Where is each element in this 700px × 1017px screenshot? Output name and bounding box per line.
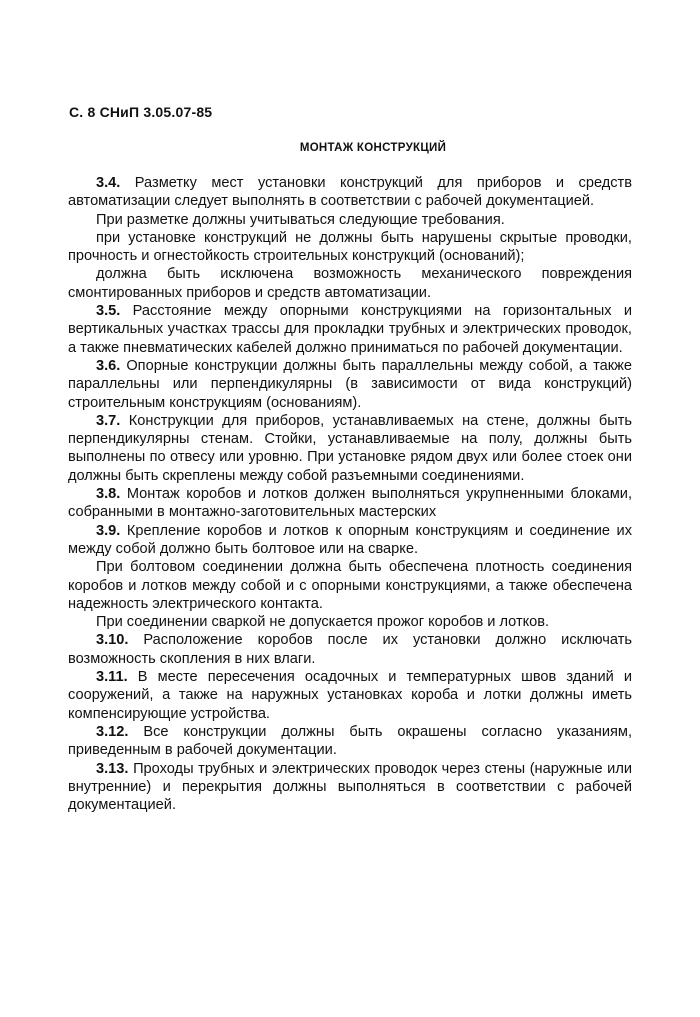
clause-number: 3.5. (96, 303, 121, 320)
clause-text: При болтовом соединении должна быть обеспечена плотность соединения коробов и лотков между собой и с опорными конструкциями, а также обеспечена надежность электрического контакта. (68, 559, 632, 612)
paragraph-3-5 (68, 302, 632, 357)
clause-number: 3.6. (96, 357, 121, 374)
paragraph-3-6 (68, 357, 632, 412)
clause-text: Крепление коробов и лотков к опорным конструкциям и соединение их между собой должно быть болтовое или на сварке. (68, 522, 632, 557)
paragraph-bolted-connection (68, 558, 632, 613)
clause-text: При соединении сваркой не допускается прожог коробов и лотков. (96, 614, 550, 631)
clause-text: Опорные конструкции должны быть параллельны между собой, а также параллельны или перпендикулярны (в зависимости от вида конструкций) строительным конструкциям (основаниям). (68, 357, 632, 411)
clause-text: Проходы трубных и электрических проводок через стены (наружные или внутренние) и перекрытия должны выполняться в соответствии с рабочей документацией. (68, 760, 632, 814)
paragraph-3-7 (68, 412, 632, 485)
paragraph-requirement-damage (68, 265, 632, 302)
clause-text: Монтаж коробов и лотков должен выполняться укрупненными блоками, собранными в монтажно-заготовительных мастерских (68, 486, 632, 521)
paragraph-3-4 (68, 174, 632, 211)
document-body (68, 174, 632, 814)
clause-number: 3.7. (96, 412, 121, 429)
clause-number: 3.8. (96, 486, 121, 503)
paragraph-3-11 (68, 668, 632, 723)
paragraph-3-10 (68, 631, 632, 668)
clause-text: Все конструкции должны быть окрашены согласно указаниям, приведенным в рабочей документации. (68, 723, 632, 759)
clause-text: Разметку мест установки конструкций для приборов и средств автоматизации следует выполнять в соответствии с рабочей документацией. (68, 175, 632, 210)
clause-text: При разметке должны учитываться следующие требования. (96, 211, 505, 228)
clause-number: 3.12. (96, 723, 129, 740)
clause-number: 3.10. (96, 632, 129, 649)
paragraph-3-12 (68, 723, 632, 760)
paragraph-requirements-intro (68, 211, 632, 229)
paragraph-3-13 (68, 760, 632, 815)
clause-text: должна быть исключена возможность механического повреждения смонтированных приборов и средств автоматизации. (68, 266, 632, 301)
clause-text: Расстояние между опорными конструкциями на горизонтальных и вертикальных участках трассы для прокладки трубных и электрических проводок, а также пневматических кабелей должно приниматься по рабочей документации. (68, 303, 632, 356)
paragraph-welded-connection (68, 613, 632, 631)
clause-number: 3.11. (96, 669, 128, 686)
paragraph-requirement-wiring (68, 229, 632, 266)
clause-text: В месте пересечения осадочных и температурных швов зданий и сооружений, а также на наружных установках короба и лотки должны иметь компенсирующие устройства. (68, 669, 632, 722)
clause-text: при установке конструкций не должны быть нарушены скрытые проводки, прочность и огнестойкость строительных конструкций (оснований); (68, 229, 632, 265)
paragraph-3-8 (68, 485, 632, 522)
clause-text: Расположение коробов после их установки должно исключать возможность скопления в них влаги. (68, 632, 632, 667)
clause-number: 3.9. (96, 522, 121, 539)
clause-text: Конструкции для приборов, устанавливаемых на стене, должны быть перпендикулярны стенам. Стойки, устанавливаемые на полу, должны быть выполнены по отвесу или уровню. При установке рядом двух или более стоек они должны быть скреплены между собой разъемными соединениями. (68, 412, 632, 484)
clause-number: 3.13. (96, 760, 129, 777)
clause-number: 3.4. (96, 175, 121, 191)
page-header: С. 8 СНиП 3.05.07-85 (69, 104, 213, 120)
paragraph-3-9 (68, 522, 632, 559)
section-title: МОНТАЖ КОНСТРУКЦИЙ (299, 142, 447, 154)
